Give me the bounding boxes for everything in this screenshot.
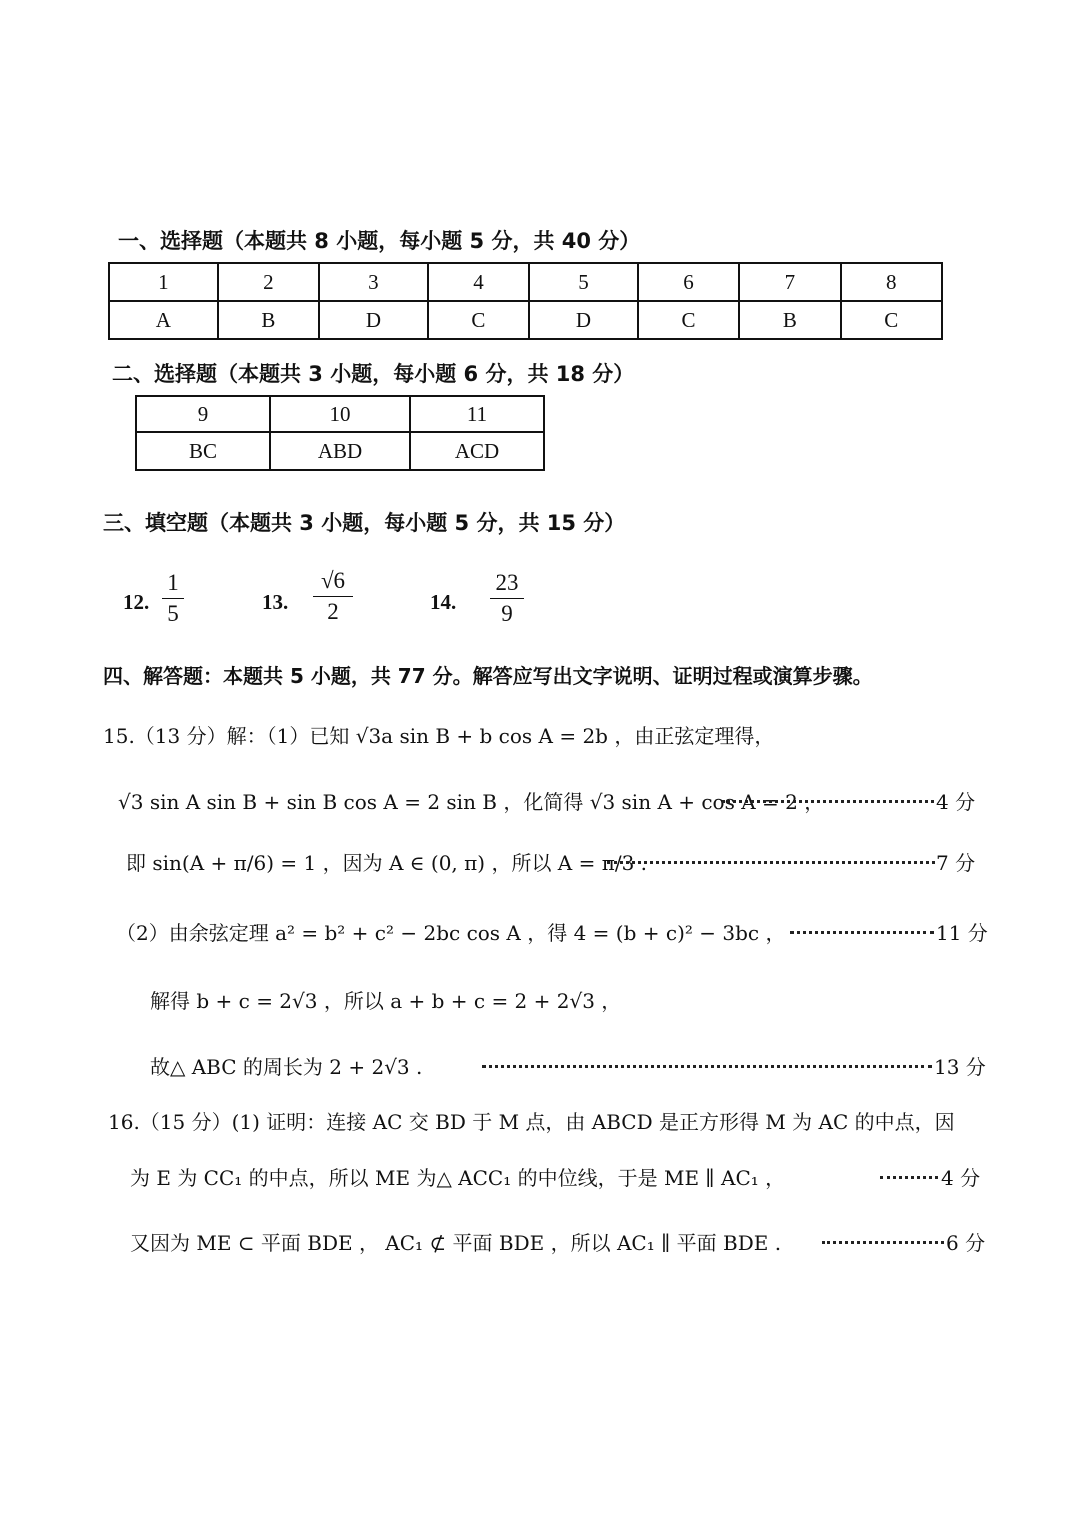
question-number: 3 [319, 263, 428, 301]
score-leader-dots [822, 1241, 944, 1244]
question-number: 11 [410, 396, 544, 432]
question-number: 6 [638, 263, 739, 301]
section1-heading: 一、选择题（本题共 8 小题，每小题 5 分，共 40 分） [118, 229, 641, 253]
score-leader-dots [482, 1065, 932, 1068]
q15-score-4: 4 分 [936, 790, 976, 814]
question-number: 2 [218, 263, 319, 301]
question-number: 5 [529, 263, 638, 301]
q15-score-11: 11 分 [936, 921, 988, 945]
answer-cell: D [529, 301, 638, 339]
score-leader-dots [880, 1176, 938, 1179]
question-number: 4 [428, 263, 529, 301]
section2-answer-table [135, 395, 545, 471]
section3-heading: 三、填空题（本题共 3 小题，每小题 5 分，共 15 分） [103, 511, 626, 535]
q16-score-4: 4 分 [941, 1166, 981, 1190]
score-leader-dots [722, 800, 934, 803]
answer-cell: ABD [270, 432, 410, 470]
answer-cell: ACD [410, 432, 544, 470]
q15-line4: （2）由余弦定理 a² = b² + c² − 2bc cos A ，得 4 = (b + c)² − 3bc ， [116, 921, 786, 945]
answer-cell: C [428, 301, 529, 339]
question-number: 10 [270, 396, 410, 432]
question-number: 8 [841, 263, 942, 301]
fill-label-12: 12. [123, 590, 150, 614]
answer-cell: BC [136, 432, 270, 470]
q15-line3: 即 sin(A + π/6) = 1 ，因为 A ∈ (0, π) ，所以 A = π/3 . [126, 851, 648, 875]
table-row [109, 263, 942, 301]
numerator: √6 [320, 568, 346, 593]
q15-line2: √3 sin A sin B + sin B cos A = 2 sin B ，化简得 √3 sin A + cos A = 2 ， [118, 790, 825, 814]
answer-cell: C [638, 301, 739, 339]
denominator: 9 [501, 601, 513, 626]
numerator: 23 [495, 570, 519, 595]
table-row [136, 432, 544, 470]
q16-line2: 为 E 为 CC₁ 的中点，所以 ME 为△ ACC₁ 的中位线，于是 ME ∥ AC₁ ， [130, 1166, 786, 1190]
answer-cell: B [739, 301, 840, 339]
q15-line6: 故△ ABC 的周长为 2 + 2√3 . [150, 1055, 423, 1079]
answer-cell: D [319, 301, 428, 339]
question-number: 9 [136, 396, 270, 432]
q15-line1: 15.（13 分）解：（1）已知 √3a sin B + b cos A = 2b ，由正弦定理得， [103, 724, 775, 748]
table-row [136, 396, 544, 432]
q15-score-7: 7 分 [936, 851, 976, 875]
answer-cell: B [218, 301, 319, 339]
section2-heading: 二、选择题（本题共 3 小题，每小题 6 分，共 18 分） [112, 362, 635, 386]
score-leader-dots [607, 861, 935, 864]
answer-cell: A [109, 301, 218, 339]
q15-score-13: 13 分 [934, 1055, 986, 1079]
fill-label-14: 14. [430, 590, 457, 614]
score-leader-dots [790, 931, 934, 934]
numerator: 1 [167, 570, 179, 595]
q15-line5: 解得 b + c = 2√3 ，所以 a + b + c = 2 + 2√3 ， [150, 989, 622, 1013]
answer-cell: C [841, 301, 942, 339]
section1-answer-table [108, 262, 943, 340]
q16-line1: 16.（15 分）(1) 证明：连接 AC 交 BD 于 M 点，由 ABCD 是正方形得 M 为 AC 的中点，因 [108, 1110, 955, 1134]
question-number: 1 [109, 263, 218, 301]
fill-answer-14 [488, 568, 526, 629]
q16-score-6: 6 分 [946, 1231, 986, 1255]
fill-answer-12 [158, 568, 188, 629]
q16-line3: 又因为 ME ⊂ 平面 BDE ， AC₁ ⊄ 平面 BDE ，所以 AC₁ ∥ 平面 BDE . [130, 1231, 782, 1255]
denominator: 5 [167, 601, 179, 626]
question-number: 7 [739, 263, 840, 301]
table-row [109, 301, 942, 339]
fill-label-13: 13. [262, 590, 289, 614]
fill-answer-13 [310, 566, 356, 627]
denominator: 2 [327, 599, 339, 624]
section4-heading: 四、解答题：本题共 5 小题，共 77 分。解答应写出文字说明、证明过程或演算步骤。 [103, 664, 873, 688]
